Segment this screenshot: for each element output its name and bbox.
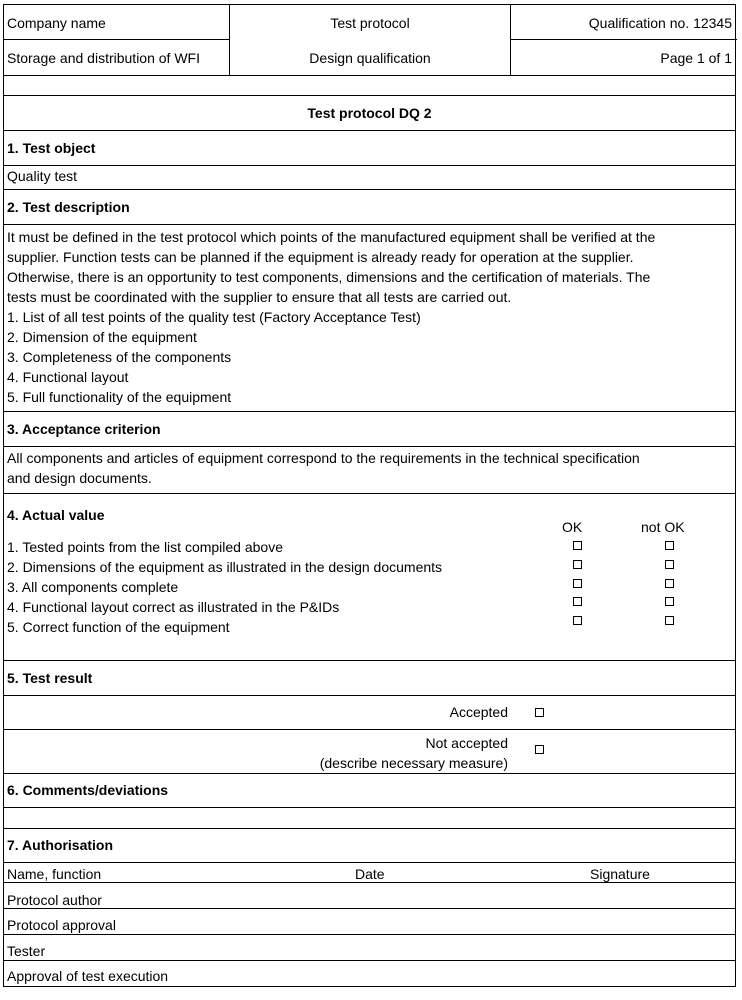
divider — [4, 660, 735, 661]
description-line: supplier. Function tests can be planned if the equipment is already ready for operation at the supplier. — [7, 249, 634, 265]
description-line: 2. Dimension of the equipment — [7, 329, 197, 345]
item-3-ok-checkbox[interactable] — [573, 579, 582, 588]
page-number: Page 1 of 1 — [660, 50, 732, 66]
divider — [4, 189, 735, 190]
criterion-line: and design documents. — [7, 470, 152, 486]
divider — [4, 862, 735, 863]
document-type: Test protocol — [330, 15, 410, 31]
divider — [4, 729, 735, 730]
section-5-heading: 5. Test result — [7, 670, 93, 686]
item-4-ok-checkbox[interactable] — [573, 597, 582, 606]
description-line: Otherwise, there is an opportunity to test components, dimensions and the certification of materials. The — [7, 269, 651, 285]
comments-field[interactable] — [4, 808, 735, 828]
divider — [4, 882, 735, 883]
not-accepted-label: Not accepted — [425, 735, 508, 751]
ok-column-header: OK — [562, 519, 583, 535]
divider — [4, 695, 735, 696]
divider — [4, 934, 735, 935]
divider — [4, 411, 735, 412]
name-function-column-header: Name, function — [7, 866, 102, 882]
item-2-ok-checkbox[interactable] — [573, 560, 582, 569]
test-protocol-sheet — [3, 4, 736, 987]
description-line: tests must be coordinated with the supplier to ensure that all tests are carried out. — [7, 289, 512, 305]
header-row-divider-right — [510, 39, 737, 40]
acceptance-criterion-text — [7, 448, 732, 488]
divider — [4, 224, 735, 225]
qualification-phase: Design qualification — [309, 50, 431, 66]
test-object-text: Quality test — [7, 168, 78, 184]
actual-value-item-1: 1. Tested points from the list compiled above — [7, 539, 284, 555]
divider — [4, 165, 735, 166]
divider — [4, 908, 735, 909]
actual-value-item-2: 2. Dimensions of the equipment as illustrated in the design documents — [7, 559, 443, 575]
accepted-checkbox[interactable] — [535, 708, 544, 717]
protocol-title: Test protocol DQ 2 — [307, 105, 432, 121]
section-4-heading: 4. Actual value — [7, 507, 105, 523]
actual-value-item-4: 4. Functional layout correct as illustrated in the P&IDs — [7, 599, 340, 615]
not-accepted-note: (describe necessary measure) — [319, 755, 508, 771]
description-line: 4. Functional layout — [7, 369, 129, 385]
description-line: 1. List of all test points of the quality test (Factory Acceptance Test) — [7, 309, 421, 325]
qualification-number: Qualification no. 12345 — [588, 15, 732, 31]
section-7-heading: 7. Authorisation — [7, 837, 114, 853]
authorisation-row-protocol-approval: Protocol approval — [7, 917, 116, 933]
item-1-ok-checkbox[interactable] — [573, 541, 582, 550]
not-accepted-checkbox[interactable] — [535, 745, 544, 754]
accepted-label: Accepted — [449, 704, 508, 720]
section-6-heading: 6. Comments/deviations — [7, 782, 169, 798]
actual-value-item-3: 3. All components complete — [7, 579, 179, 595]
authorisation-row-test-execution-approval: Approval of test execution — [7, 968, 169, 984]
item-2-not-ok-checkbox[interactable] — [665, 560, 674, 569]
divider — [4, 493, 735, 494]
section-2-heading: 2. Test description — [7, 199, 130, 215]
divider — [4, 130, 735, 131]
header-row-divider-left — [4, 39, 229, 40]
item-5-not-ok-checkbox[interactable] — [665, 616, 674, 625]
description-line: 3. Completeness of the components — [7, 349, 232, 365]
divider — [4, 773, 735, 774]
item-5-ok-checkbox[interactable] — [573, 616, 582, 625]
item-4-not-ok-checkbox[interactable] — [665, 597, 674, 606]
description-line: 5. Full functionality of the equipment — [7, 389, 232, 405]
actual-value-item-5: 5. Correct function of the equipment — [7, 619, 230, 635]
authorisation-row-protocol-author: Protocol author — [7, 892, 102, 908]
divider — [4, 75, 735, 76]
section-3-heading: 3. Acceptance criterion — [7, 421, 161, 437]
divider — [4, 95, 735, 96]
header-divider-2 — [510, 5, 511, 75]
item-3-not-ok-checkbox[interactable] — [665, 579, 674, 588]
company-name: Company name — [7, 15, 106, 31]
section-1-heading: 1. Test object — [7, 140, 96, 156]
divider — [4, 960, 735, 961]
criterion-line: All components and articles of equipment correspond to the requirements in the technical specification — [7, 450, 640, 466]
date-column-header: Date — [355, 866, 385, 882]
not-ok-column-header: not OK — [641, 519, 685, 535]
system-name: Storage and distribution of WFI — [7, 50, 200, 66]
authorisation-row-tester: Tester — [7, 943, 46, 959]
test-description-text — [7, 227, 732, 407]
divider — [4, 828, 735, 829]
item-1-not-ok-checkbox[interactable] — [665, 541, 674, 550]
description-line: It must be defined in the test protocol which points of the manufactured equipment shall be verified at the — [7, 229, 656, 245]
divider — [4, 446, 735, 447]
signature-column-header: Signature — [590, 866, 650, 882]
